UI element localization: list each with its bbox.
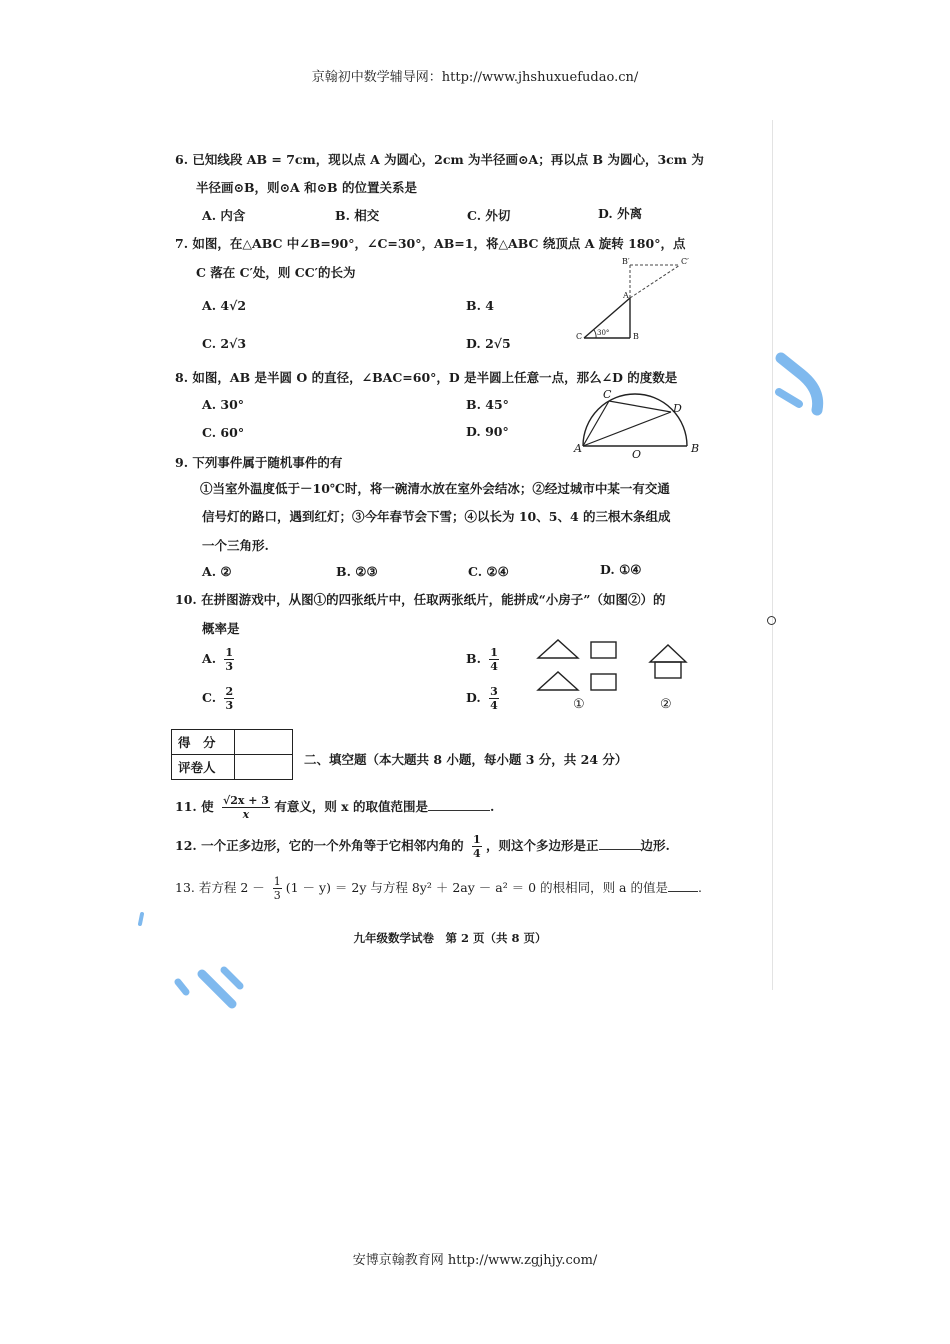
q13 (175, 875, 702, 902)
q10-option-a-label: A. (202, 651, 217, 666)
q13-num: 1 (273, 875, 281, 888)
q9-option-c: C. ②④ (468, 564, 509, 579)
q9-line1: 9. 下列事件属于随机事件的有 (175, 455, 343, 470)
q8-option-d: D. 90° (466, 424, 509, 439)
q7-label-c-prime: C′ (681, 257, 689, 266)
q9-line4: 一个三角形. (202, 538, 269, 553)
q10-option-c-label: C. (202, 690, 217, 705)
q8-option-c: C. 60° (202, 425, 245, 440)
q7-line2: C 落在 C′处，则 CC′的长为 (196, 265, 356, 280)
page-footer: 安博京翰教育网 http://www.zgjhjy.com/ (352, 1253, 598, 1268)
watermark-fragment-left (136, 912, 146, 926)
q7-option-d: D. 2√5 (466, 336, 511, 351)
score-box (171, 729, 293, 780)
q8-option-b: B. 45° (466, 397, 509, 412)
q7-label-a: A (623, 291, 629, 300)
q10-line1: 10. 在拼图游戏中，从图①的四张纸片中，任取两张纸片，能拼成“小房子”（如图②）的 (175, 592, 666, 607)
exam-page-footer: 九年级数学试卷 第 2 页（共 8 页） (353, 931, 547, 945)
q11-prefix: 11. 使 (175, 799, 214, 814)
section-2-title: 二、填空题（本大题共 8 小题，每小题 3 分，共 24 分） (304, 752, 628, 767)
q12-mid: ，则这个多边形是正 (485, 838, 599, 853)
q10-option-d-fraction (489, 685, 499, 712)
q12-den: 4 (472, 847, 481, 860)
q6-option-d: D. 外离 (598, 206, 643, 221)
q6-option-b: B. 相交 (335, 208, 380, 223)
q10-option-d (466, 685, 499, 712)
q6-option-a: A. 内含 (202, 208, 246, 223)
q13-prefix: 13. 若方程 2 － (175, 880, 265, 895)
q10-line2: 概率是 (202, 621, 240, 636)
q7-option-c: C. 2√3 (202, 336, 247, 351)
q13-fraction (273, 875, 282, 902)
q10-figure1-label: ① (573, 697, 585, 712)
q10-option-d-num: 3 (490, 685, 498, 698)
q10-option-d-label: D. (466, 690, 481, 705)
q10-option-b-den: 4 (490, 660, 498, 673)
q7-line1: 7. 如图，在△ABC 中∠B=90°，∠C=30°，AB=1，将△ABC 绕顶点 A 旋转 180°，点 (175, 236, 686, 251)
q11 (175, 794, 494, 821)
score-cell (235, 730, 293, 755)
q10-option-a (202, 646, 234, 673)
watermark-fragment-bottom (172, 960, 252, 1010)
grader-label: 评卷人 (172, 755, 235, 780)
q6-line1: 6. 已知线段 AB = 7cm，现以点 A 为圆心，2cm 为半径画⊙A；再以点 B 为圆心，3cm 为 (175, 152, 704, 167)
q10-option-c (202, 685, 234, 712)
q12-answer-blank (599, 849, 641, 850)
q7-label-angle: 30° (597, 329, 610, 337)
q11-answer-blank (428, 810, 490, 811)
q8-label-c: C (603, 388, 612, 401)
q9-option-b: B. ②③ (336, 564, 378, 579)
q7-option-a: A. 4√2 (202, 298, 247, 313)
q11-den: x (242, 808, 250, 821)
q10-option-c-den: 3 (225, 699, 234, 712)
q7-option-b: B. 4 (466, 298, 494, 313)
q10-option-b (466, 646, 499, 673)
q9-option-d: D. ①④ (600, 562, 642, 577)
q7-label-b: B (633, 332, 639, 341)
q12-prefix: 12. 一个正多边形，它的一个外角等于它相邻内角的 (175, 838, 464, 853)
q8-label-o: O (632, 448, 642, 461)
q12-end: 边形. (640, 838, 670, 853)
q7-label-c: C (576, 332, 583, 341)
q7-label-b-prime: B′ (622, 257, 630, 266)
q11-fraction (222, 794, 270, 821)
q8-option-a: A. 30° (202, 397, 245, 412)
q6-line2: 半径画⊙B，则⊙A 和⊙B 的位置关系是 (196, 180, 417, 195)
q10-option-b-num: 1 (490, 646, 498, 659)
q7-rotation-figure (572, 256, 697, 344)
q10-option-b-label: B. (466, 651, 481, 666)
small-circle-mark (767, 616, 776, 625)
scan-right-edge (772, 120, 773, 990)
q13-answer-blank (668, 891, 698, 892)
q10-puzzle-figure (534, 634, 694, 714)
q10-figure2-label: ② (660, 697, 672, 712)
q9-line3: 信号灯的路口，遇到红灯；③今年春节会下雪；④以长为 10、5、4 的三根木条组成 (202, 509, 671, 524)
grader-cell (235, 755, 293, 780)
q10-option-b-fraction (489, 646, 499, 673)
page-header: 京翰初中数学辅导网：http://www.jhshuxuefudao.cn/ (311, 70, 639, 85)
score-label: 得 分 (172, 730, 235, 755)
q13-den: 3 (273, 889, 281, 902)
q10-option-d-den: 4 (490, 699, 498, 712)
watermark-fragment-right (775, 352, 827, 422)
q8-line1: 8. 如图，AB 是半圆 O 的直径，∠BAC=60°，D 是半圆上任意一点，那么∠D 的度数是 (175, 370, 678, 385)
q11-suffix: 有意义，则 x 的取值范围是 (274, 799, 428, 814)
scanned-exam-page (150, 120, 775, 990)
q8-label-b: B (691, 442, 700, 455)
q6-option-c: C. 外切 (467, 208, 511, 223)
q8-semicircle-figure (570, 388, 700, 460)
q11-end: . (489, 799, 495, 814)
q9-option-a: A. ② (202, 564, 232, 579)
q12-num: 1 (472, 833, 481, 846)
q12 (175, 833, 670, 860)
q10-option-a-den: 3 (225, 660, 234, 673)
q10-option-a-num: 1 (225, 646, 234, 659)
q10-option-a-fraction (224, 646, 234, 673)
q8-label-a: A (574, 442, 582, 455)
q8-label-d: D (673, 402, 682, 415)
q12-fraction (472, 833, 482, 860)
q9-line2: ①当室外温度低于－10℃时，将一碗清水放在室外会结冰；②经过城市中某一有交通 (200, 481, 670, 496)
q10-option-c-num: 2 (225, 685, 234, 698)
q13-suffix: (1 － y) ＝ 2y 与方程 8y² ＋ 2ay － a² ＝ 0 的根相同，则 a 的值是 (285, 880, 668, 895)
q11-num: √2x + 3 (222, 794, 269, 807)
q10-option-c-fraction (224, 685, 234, 712)
q13-end: . (697, 880, 702, 895)
